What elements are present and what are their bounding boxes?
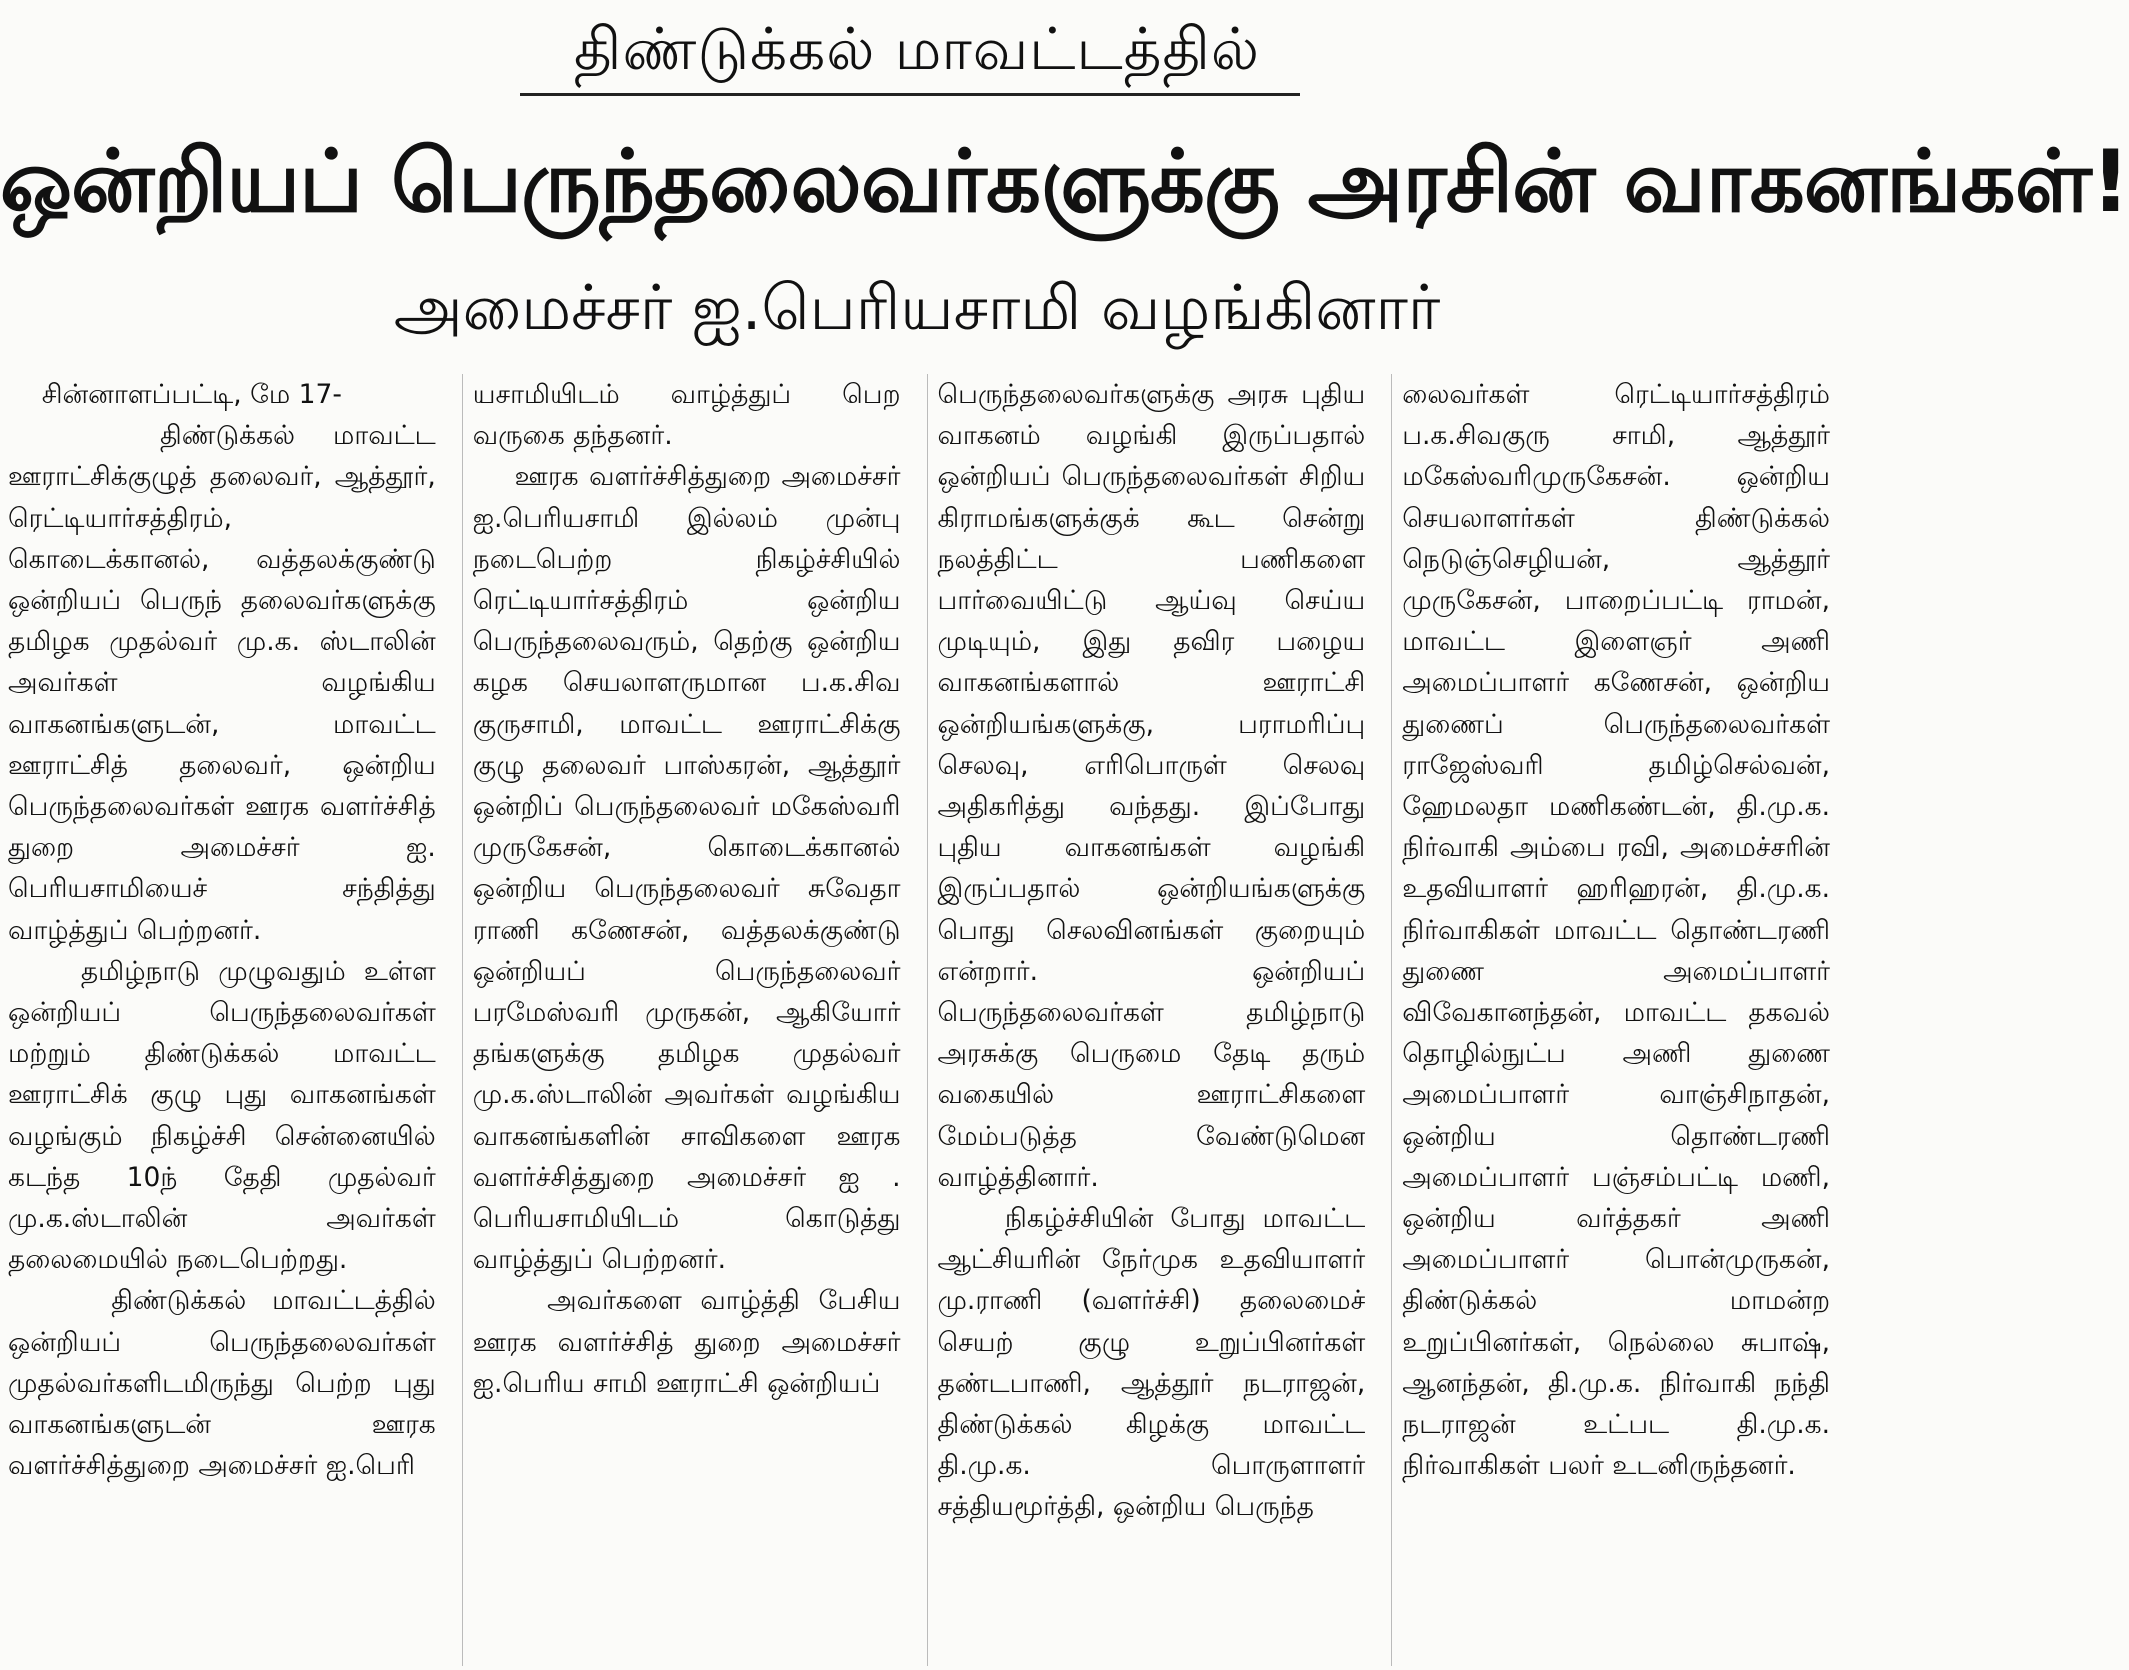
main-headline: ஒன்றியப் பெருந்தலைவர்களுக்கு அரசின் வாகனங்கள்! — [0, 132, 2129, 232]
article-column-4: லைவர்கள் ரெட்டியார்சத்திரம் ப.க.சிவகுரு சாமி, ஆத்தூர் மகேஸ்வரிமுருகேசன். ஒன்றிய செயலாளர்கள் திண்டுக்கல் நெடுஞ்செழியன், ஆத்தூர் முருகேசன், பாறைப்பட்டி ராமன், மாவட்ட இளைஞர் அணி அமைப்பாளர் கணேசன், ஒன்றிய துணைப் பெருந்தலைவர்கள் ராஜேஸ்வரி தமிழ்செல்வன், ஹேமலதா மணிகண்டன், தி.மு.க. நிர்வாகி அம்பை ரவி, அமைச்சரின் உதவியாளர் ஹரிஹரன், தி.மு.க. நிர்வாகிகள் மாவட்ட தொண்டரணி துணை அமைப்பாளர் விவேகானந்தன், மாவட்ட தகவல் தொழில்நுட்ப அணி துணை அமைப்பாளர் வாஞ்சிநாதன், ஒன்றிய தொண்டரணி அமைப்பாளர் பஞ்சம்பட்டி மணி, ஒன்றிய வர்த்தகர் அணி அமைப்பாளர் பொன்முருகன், திண்டுக்கல் மாமன்ற உறுப்பினர்கள், நெல்லை சுபாஷ், ஆனந்தன், தி.மு.க. நிர்வாகி நந்தி நடராஜன் உட்பட தி.மு.க. நிர்வாகிகள் பலர் உடனிருந்தனர். — [1391, 374, 1830, 1666]
article-body — [8, 374, 1839, 1666]
kicker-heading: திண்டுக்கல் மாவட்டத்தில் — [573, 15, 1261, 83]
article-column-1: சின்னாளப்பட்டி, மே 17- திண்டுக்கல் மாவட்ட ஊராட்சிக்குழுத் தலைவர், ஆத்தூர், ரெட்டியார்சத்திரம், கொடைக்கானல், வத்தலக்குண்டு ஒன்றியப் பெருந் தலைவர்களுக்கு தமிழக முதல்வர் மு.க. ஸ்டாலின் அவர்கள் வழங்கிய வாகனங்களுடன், மாவட்ட ஊராட்சித் தலைவர், ஒன்றிய பெருந்தலைவர்கள் ஊரக வளர்ச்சித் துறை அமைச்சர் ஐ. பெரியசாமியைச் சந்தித்து வாழ்த்துப் பெற்றனர். தமிழ்நாடு முழுவதும் உள்ள ஒன்றியப் பெருந்தலைவர்கள் மற்றும் திண்டுக்கல் மாவட்ட ஊராட்சிக் குழு புது வாகனங்கள் வழங்கும் நிகழ்ச்சி சென்னையில் கடந்த 10ந் தேதி முதல்வர் மு.க.ஸ்டாலின் அவர்கள் தலைமையில் நடைபெற்றது. திண்டுக்கல் மாவட்டத்தில் ஒன்றியப் பெருந்தலைவர்கள் முதல்வர்களிடமிருந்து பெற்ற புது வாகனங்களுடன் ஊரக வளர்ச்சித்துறை அமைச்சர் ஐ.பெரி — [8, 379, 436, 1482]
sub-headline: அமைச்சர் ஐ.பெரியசாமி வழங்கினார் — [393, 271, 1441, 344]
kicker-underline — [520, 93, 1300, 96]
article-column-2: யசாமியிடம் வாழ்த்துப் பெற வருகை தந்தனர். ஊரக வளர்ச்சித்துறை அமைச்சர் ஐ.பெரியசாமி இல்லம் முன்பு நடைபெற்ற நிகழ்ச்சியில் ரெட்டியார்சத்திரம் ஒன்றிய பெருந்தலைவரும், தெற்கு ஒன்றிய கழக செயலாளருமான ப.க.சிவ குருசாமி, மாவட்ட ஊராட்சிக்கு குழு தலைவர் பாஸ்கரன், ஆத்தூர் ஒன்றிப் பெருந்தலைவர் மகேஸ்வரி முருகேசன், கொடைக்கானல் ஒன்றிய பெருந்தலைவர் சுவேதா ராணி கணேசன், வத்தலக்குண்டு ஒன்றியப் பெருந்தலைவர் பரமேஸ்வரி முருகன், ஆகியோர் தங்களுக்கு தமிழக முதல்வர் மு.க.ஸ்டாலின் அவர்கள் வழங்கிய வாகனங்களின் சாவிகளை ஊரக வளர்ச்சித்துறை அமைச்சர் ஐ . பெரியசாமியிடம் கொடுத்து வாழ்த்துப் பெற்றனர். அவர்களை வாழ்த்தி பேசிய ஊரக வளர்ச்சித் துறை அமைச்சர் ஐ.பெரிய சாமி ஊராட்சி ஒன்றியப் — [462, 374, 901, 1666]
article-column-3: பெருந்தலைவர்களுக்கு அரசு புதிய வாகனம் வழங்கி இருப்பதால் ஒன்றியப் பெருந்தலைவர்கள் சிறிய கிராமங்களுக்குக் கூட சென்று நலத்திட்ட பணிகளை பார்வையிட்டு ஆய்வு செய்ய முடியும், இது தவிர பழைய வாகனங்களால் ஊராட்சி ஒன்றியங்களுக்கு, பராமரிப்பு செலவு, எரிபொருள் செலவு அதிகரித்து வந்தது. இப்போது புதிய வாகனங்கள் வழங்கி இருப்பதால் ஒன்றியங்களுக்கு பொது செலவினங்கள் குறையும் என்றார். ஒன்றியப் பெருந்தலைவர்கள் தமிழ்நாடு அரசுக்கு பெருமை தேடி தரும் வகையில் ஊராட்சிகளை மேம்படுத்த வேண்டுமென வாழ்த்தினார். நிகழ்ச்சியின் போது மாவட்ட ஆட்சியரின் நேர்முக உதவியாளர் மு.ராணி (வளர்ச்சி) தலைமைச் செயற் குழு உறுப்பினர்கள் தண்டபாணி, ஆத்தூர் நடராஜன், திண்டுக்கல் கிழக்கு மாவட்ட தி.மு.க. பொருளாளர் சத்தியமூர்த்தி, ஒன்றிய பெருந்த — [927, 374, 1366, 1666]
